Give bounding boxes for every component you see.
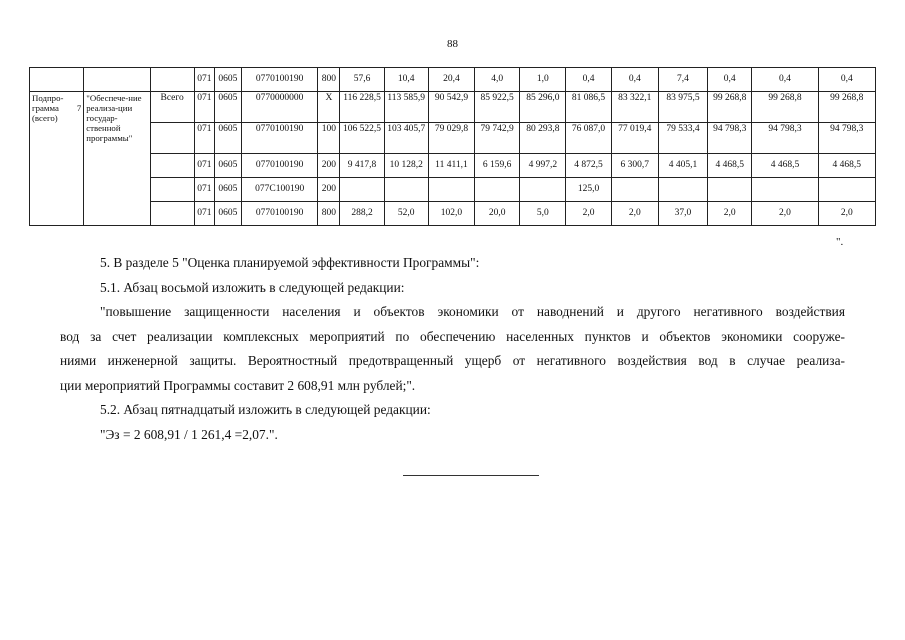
value-cell: 106 522,5 <box>340 123 384 154</box>
value-cell: 0,4 <box>818 68 875 92</box>
value-cell: 6 159,6 <box>475 154 520 178</box>
value-cell: 6 300,7 <box>611 154 658 178</box>
closing-quote: ". <box>836 236 844 248</box>
executor-cell <box>150 123 194 154</box>
value-cell: 103 405,7 <box>384 123 428 154</box>
value-cell: 85 296,0 <box>520 92 566 123</box>
executor-cell: Всего <box>150 92 194 123</box>
value-cell <box>384 178 428 202</box>
expense-type-cell: X <box>318 92 340 123</box>
target-code-cell: 0770100190 <box>241 123 317 154</box>
value-cell: 99 268,8 <box>708 92 752 123</box>
value-cell: 76 087,0 <box>566 123 611 154</box>
target-code-cell: 0770100190 <box>241 154 317 178</box>
value-cell <box>428 178 474 202</box>
budget-table <box>29 67 876 226</box>
value-cell: 4,0 <box>475 68 520 92</box>
value-cell <box>708 178 752 202</box>
clause-5-1: 5.1. Абзац восьмой изложить в следующей редакции: <box>100 279 405 295</box>
section-code-cell: 0605 <box>214 154 241 178</box>
value-cell: 57,6 <box>340 68 384 92</box>
page-number: 88 <box>447 38 458 50</box>
table-row <box>30 178 876 202</box>
value-cell: 90 542,9 <box>428 92 474 123</box>
value-cell: 7,4 <box>658 68 707 92</box>
grbs-code-cell: 071 <box>194 178 214 202</box>
grbs-code-cell: 071 <box>194 202 214 226</box>
value-cell: 0,4 <box>752 68 818 92</box>
amendment-text <box>60 251 845 447</box>
expense-type-cell: 100 <box>318 123 340 154</box>
value-cell: 79 533,4 <box>658 123 707 154</box>
end-divider <box>403 475 539 476</box>
value-cell: 79 029,8 <box>428 123 474 154</box>
value-cell: 37,0 <box>658 202 707 226</box>
value-cell <box>818 178 875 202</box>
value-cell: 288,2 <box>340 202 384 226</box>
value-cell: 4 872,5 <box>566 154 611 178</box>
value-cell: 11 411,1 <box>428 154 474 178</box>
value-cell: 113 585,9 <box>384 92 428 123</box>
target-code-cell: 0770000000 <box>241 92 317 123</box>
value-cell: 5,0 <box>520 202 566 226</box>
table-row <box>30 68 876 92</box>
value-cell <box>340 178 384 202</box>
value-cell: 52,0 <box>384 202 428 226</box>
value-cell: 9 417,8 <box>340 154 384 178</box>
quote-line-4: ции мероприятий Программы составит 2 608,91 млн рублей;". <box>60 377 416 393</box>
value-cell: 10 128,2 <box>384 154 428 178</box>
value-cell: 1,0 <box>520 68 566 92</box>
expense-type-cell: 200 <box>318 154 340 178</box>
value-cell: 4 405,1 <box>658 154 707 178</box>
value-cell: 2,0 <box>818 202 875 226</box>
table-row <box>30 123 876 154</box>
value-cell: 79 742,9 <box>475 123 520 154</box>
expense-type-cell: 800 <box>318 202 340 226</box>
value-cell: 4 468,5 <box>708 154 752 178</box>
value-cell: 83 975,5 <box>658 92 707 123</box>
section-code-cell: 0605 <box>214 123 241 154</box>
name-cell <box>84 68 150 92</box>
section-heading: 5. В разделе 5 "Оценка планируемой эффективности Программы": <box>100 255 480 270</box>
quote-line-1: "повышение защищенности населения и объектов экономики от наводнений и другого негативного воздействия <box>100 304 845 319</box>
executor-cell <box>150 154 194 178</box>
value-cell: 10,4 <box>384 68 428 92</box>
value-cell: 2,0 <box>611 202 658 226</box>
quote-line-2: вод за счет реализации комплексных мероприятий по обеспечению населенных пунктов и объектов экономики сооруже- <box>60 328 845 344</box>
value-cell: 81 086,5 <box>566 92 611 123</box>
value-cell: 94 798,3 <box>708 123 752 154</box>
section-code-cell: 0605 <box>214 68 241 92</box>
value-cell <box>520 178 566 202</box>
grbs-code-cell: 071 <box>194 123 214 154</box>
value-cell: 2,0 <box>752 202 818 226</box>
table-row <box>30 154 876 178</box>
executor-cell <box>150 68 194 92</box>
value-cell <box>611 178 658 202</box>
target-code-cell: 0770100190 <box>241 202 317 226</box>
expense-type-cell: 200 <box>318 178 340 202</box>
value-cell: 99 268,8 <box>818 92 875 123</box>
value-cell <box>475 178 520 202</box>
target-code-cell: 0770100190 <box>241 68 317 92</box>
value-cell: 4 468,5 <box>818 154 875 178</box>
value-cell: 4 997,2 <box>520 154 566 178</box>
value-cell: 102,0 <box>428 202 474 226</box>
program-cell: Подпро-грамма 7 (всего) <box>30 92 84 226</box>
value-cell: 0,4 <box>566 68 611 92</box>
value-cell <box>658 178 707 202</box>
expense-type-cell: 800 <box>318 68 340 92</box>
section-code-cell: 0605 <box>214 178 241 202</box>
executor-cell <box>150 178 194 202</box>
value-cell <box>752 178 818 202</box>
value-cell: 2,0 <box>708 202 752 226</box>
table-row <box>30 92 876 123</box>
value-cell: 0,4 <box>611 68 658 92</box>
value-cell: 94 798,3 <box>818 123 875 154</box>
value-cell: 2,0 <box>566 202 611 226</box>
value-cell: 0,4 <box>708 68 752 92</box>
table-row <box>30 202 876 226</box>
program-cell <box>30 68 84 92</box>
clause-5-2: 5.2. Абзац пятнадцатый изложить в следующей редакции: <box>100 402 431 417</box>
section-code-cell: 0605 <box>214 92 241 123</box>
value-cell: 20,0 <box>475 202 520 226</box>
value-cell: 80 293,8 <box>520 123 566 154</box>
value-cell: 99 268,8 <box>752 92 818 123</box>
value-cell: 85 922,5 <box>475 92 520 123</box>
name-cell: "Обеспече-ние реализа-ции государ-ственной программы" <box>84 92 150 226</box>
formula: "Эз = 2 608,91 / 1 261,4 =2,07.". <box>100 426 278 442</box>
grbs-code-cell: 071 <box>194 68 214 92</box>
value-cell: 20,4 <box>428 68 474 92</box>
value-cell: 94 798,3 <box>752 123 818 154</box>
value-cell: 116 228,5 <box>340 92 384 123</box>
value-cell: 77 019,4 <box>611 123 658 154</box>
grbs-code-cell: 071 <box>194 154 214 178</box>
value-cell: 125,0 <box>566 178 611 202</box>
value-cell: 4 468,5 <box>752 154 818 178</box>
quote-line-3: ниями инженерной защиты. Вероятностный предотвращенный ущерб от негативного воздействия вод в случае реализа- <box>60 353 845 368</box>
executor-cell <box>150 202 194 226</box>
section-code-cell: 0605 <box>214 202 241 226</box>
grbs-code-cell: 071 <box>194 92 214 123</box>
target-code-cell: 077С100190 <box>241 178 317 202</box>
value-cell: 83 322,1 <box>611 92 658 123</box>
